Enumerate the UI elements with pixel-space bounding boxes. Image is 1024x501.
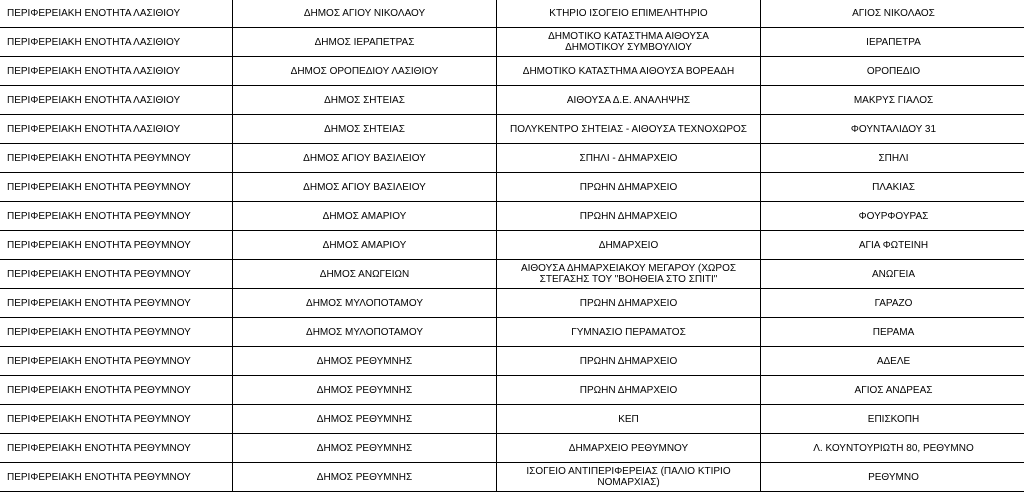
region-cell: ΠΕΡΙΦΕΡΕΙΑΚΗ ΕΝΟΤΗΤΑ ΡΕΘΥΜΝΟΥ [0,260,233,289]
region-cell: ΠΕΡΙΦΕΡΕΙΑΚΗ ΕΝΟΤΗΤΑ ΡΕΘΥΜΝΟΥ [0,173,233,202]
table-row [0,260,1024,289]
region-cell: ΠΕΡΙΦΕΡΕΙΑΚΗ ΕΝΟΤΗΤΑ ΛΑΣΙΘΙΟΥ [0,28,233,57]
municipality-cell: ΔΗΜΟΣ ΡΕΘΥΜΝΗΣ [233,376,497,405]
table-row [0,86,1024,115]
location-cell: ΠΡΩΗΝ ΔΗΜΑΡΧΕΙΟ [497,347,761,376]
table-row [0,115,1024,144]
municipality-cell: ΔΗΜΟΣ ΡΕΘΥΜΝΗΣ [233,434,497,463]
region-cell: ΠΕΡΙΦΕΡΕΙΑΚΗ ΕΝΟΤΗΤΑ ΛΑΣΙΘΙΟΥ [0,57,233,86]
location-cell: ΔΗΜΑΡΧΕΙΟ [497,231,761,260]
area-cell: Λ. ΚΟΥΝΤΟΥΡΙΩΤΗ 80, ΡΕΘΥΜΝΟ [761,434,1024,463]
location-cell: ΠΡΩΗΝ ΔΗΜΑΡΧΕΙΟ [497,376,761,405]
table-row [0,173,1024,202]
table-row [0,144,1024,173]
area-cell: ΠΕΡΑΜΑ [761,318,1024,347]
table-row [0,0,1024,28]
location-cell: ΠΡΩΗΝ ΔΗΜΑΡΧΕΙΟ [497,289,761,318]
table-row [0,318,1024,347]
table-row [0,231,1024,260]
area-cell: ΠΛΑΚΙΑΣ [761,173,1024,202]
municipality-cell: ΔΗΜΟΣ ΜΥΛΟΠΟΤΑΜΟΥ [233,318,497,347]
area-cell: ΓΑΡΑΖΟ [761,289,1024,318]
table-row [0,405,1024,434]
region-cell: ΠΕΡΙΦΕΡΕΙΑΚΗ ΕΝΟΤΗΤΑ ΛΑΣΙΘΙΟΥ [0,86,233,115]
location-cell: ΣΠΗΛΙ - ΔΗΜΑΡΧΕΙΟ [497,144,761,173]
area-cell: ΑΓΙΟΣ ΝΙΚΟΛΑΟΣ [761,0,1024,28]
location-cell: ΓΥΜΝΑΣΙΟ ΠΕΡΑΜΑΤΟΣ [497,318,761,347]
municipality-cell: ΔΗΜΟΣ ΣΗΤΕΙΑΣ [233,86,497,115]
area-cell: ΦΟΥΝΤΑΛΙΔΟΥ 31 [761,115,1024,144]
area-cell: ΑΝΩΓΕΙΑ [761,260,1024,289]
region-cell: ΠΕΡΙΦΕΡΕΙΑΚΗ ΕΝΟΤΗΤΑ ΡΕΘΥΜΝΟΥ [0,202,233,231]
table-row [0,376,1024,405]
municipality-cell: ΔΗΜΟΣ ΡΕΘΥΜΝΗΣ [233,347,497,376]
municipality-cell: ΔΗΜΟΣ ΡΕΘΥΜΝΗΣ [233,405,497,434]
area-cell: ΟΡΟΠΕΔΙΟ [761,57,1024,86]
region-cell: ΠΕΡΙΦΕΡΕΙΑΚΗ ΕΝΟΤΗΤΑ ΡΕΘΥΜΝΟΥ [0,144,233,173]
municipality-cell: ΔΗΜΟΣ ΙΕΡΑΠΕΤΡΑΣ [233,28,497,57]
location-cell: ΑΙΘΟΥΣΑ Δ.Ε. ΑΝΑΛΗΨΗΣ [497,86,761,115]
region-cell: ΠΕΡΙΦΕΡΕΙΑΚΗ ΕΝΟΤΗΤΑ ΡΕΘΥΜΝΟΥ [0,347,233,376]
municipality-cell: ΔΗΜΟΣ ΑΜΑΡΙΟΥ [233,231,497,260]
table-row [0,434,1024,463]
municipality-cell: ΔΗΜΟΣ ΟΡΟΠΕΔΙΟΥ ΛΑΣΙΘΙΟΥ [233,57,497,86]
location-cell: ΙΣΟΓΕΙΟ ΑΝΤΙΠΕΡΙΦΕΡΕΙΑΣ (ΠΑΛΙΟ ΚΤΙΡΙΟ ΝΟΜΑΡΧΙΑΣ) [497,463,761,492]
table-row [0,202,1024,231]
municipality-cell: ΔΗΜΟΣ ΑΓΙΟΥ ΒΑΣΙΛΕΙΟΥ [233,173,497,202]
area-cell: ΜΑΚΡΥΣ ΓΙΑΛΟΣ [761,86,1024,115]
region-cell: ΠΕΡΙΦΕΡΕΙΑΚΗ ΕΝΟΤΗΤΑ ΡΕΘΥΜΝΟΥ [0,318,233,347]
region-cell: ΠΕΡΙΦΕΡΕΙΑΚΗ ΕΝΟΤΗΤΑ ΡΕΘΥΜΝΟΥ [0,434,233,463]
region-cell: ΠΕΡΙΦΕΡΕΙΑΚΗ ΕΝΟΤΗΤΑ ΛΑΣΙΘΙΟΥ [0,115,233,144]
location-cell: ΔΗΜΟΤΙΚΟ ΚΑΤΑΣΤΗΜΑ ΑΙΘΟΥΣΑ ΒΟΡΕΑΔΗ [497,57,761,86]
region-cell: ΠΕΡΙΦΕΡΕΙΑΚΗ ΕΝΟΤΗΤΑ ΛΑΣΙΘΙΟΥ [0,0,233,28]
region-cell: ΠΕΡΙΦΕΡΕΙΑΚΗ ΕΝΟΤΗΤΑ ΡΕΘΥΜΝΟΥ [0,405,233,434]
municipality-cell: ΔΗΜΟΣ ΑΜΑΡΙΟΥ [233,202,497,231]
area-cell: ΡΕΘΥΜΝΟ [761,463,1024,492]
region-cell: ΠΕΡΙΦΕΡΕΙΑΚΗ ΕΝΟΤΗΤΑ ΡΕΘΥΜΝΟΥ [0,231,233,260]
table-row [0,28,1024,57]
location-cell: ΠΡΩΗΝ ΔΗΜΑΡΧΕΙΟ [497,202,761,231]
location-cell: ΔΗΜΑΡΧΕΙΟ ΡΕΘΥΜΝΟΥ [497,434,761,463]
area-cell: ΑΓΙΑ ΦΩΤΕΙΝΗ [761,231,1024,260]
area-cell: ΑΓΙΟΣ ΑΝΔΡΕΑΣ [761,376,1024,405]
region-cell: ΠΕΡΙΦΕΡΕΙΑΚΗ ΕΝΟΤΗΤΑ ΡΕΘΥΜΝΟΥ [0,463,233,492]
table-row [0,289,1024,318]
region-cell: ΠΕΡΙΦΕΡΕΙΑΚΗ ΕΝΟΤΗΤΑ ΡΕΘΥΜΝΟΥ [0,376,233,405]
location-cell: ΔΗΜΟΤΙΚΟ ΚΑΤΑΣΤΗΜΑ ΑΙΘΟΥΣΑ ΔΗΜΟΤΙΚΟΥ ΣΥΜΒΟΥΛΙΟΥ [497,28,761,57]
municipality-cell: ΔΗΜΟΣ ΡΕΘΥΜΝΗΣ [233,463,497,492]
location-cell: ΠΟΛΥΚΕΝΤΡΟ ΣΗΤΕΙΑΣ - ΑΙΘΟΥΣΑ ΤΕΧΝΟΧΩΡΟΣ [497,115,761,144]
municipality-cell: ΔΗΜΟΣ ΣΗΤΕΙΑΣ [233,115,497,144]
region-cell: ΠΕΡΙΦΕΡΕΙΑΚΗ ΕΝΟΤΗΤΑ ΡΕΘΥΜΝΟΥ [0,289,233,318]
area-cell: ΦΟΥΡΦΟΥΡΑΣ [761,202,1024,231]
area-cell: ΑΔΕΛΕ [761,347,1024,376]
table-row [0,57,1024,86]
municipality-cell: ΔΗΜΟΣ ΑΝΩΓΕΙΩΝ [233,260,497,289]
municipality-cell: ΔΗΜΟΣ ΑΓΙΟΥ ΝΙΚΟΛΑΟΥ [233,0,497,28]
table-row [0,463,1024,492]
table-row [0,347,1024,376]
area-cell: ΕΠΙΣΚΟΠΗ [761,405,1024,434]
location-cell: ΚΤΗΡΙΟ ΙΣΟΓΕΙΟ ΕΠΙΜΕΛΗΤΗΡΙΟ [497,0,761,28]
municipality-cell: ΔΗΜΟΣ ΑΓΙΟΥ ΒΑΣΙΛΕΙΟΥ [233,144,497,173]
area-cell: ΣΠΗΛΙ [761,144,1024,173]
area-cell: ΙΕΡΑΠΕΤΡΑ [761,28,1024,57]
location-cell: ΑΙΘΟΥΣΑ ΔΗΜΑΡΧΕΙΑΚΟΥ ΜΕΓΑΡΟΥ (ΧΩΡΟΣ ΣΤΕΓΑΣΗΣ ΤΟΥ "ΒΟΗΘΕΙΑ ΣΤΟ ΣΠΙΤΙ" [497,260,761,289]
location-cell: ΠΡΩΗΝ ΔΗΜΑΡΧΕΙΟ [497,173,761,202]
municipality-cell: ΔΗΜΟΣ ΜΥΛΟΠΟΤΑΜΟΥ [233,289,497,318]
location-cell: ΚΕΠ [497,405,761,434]
